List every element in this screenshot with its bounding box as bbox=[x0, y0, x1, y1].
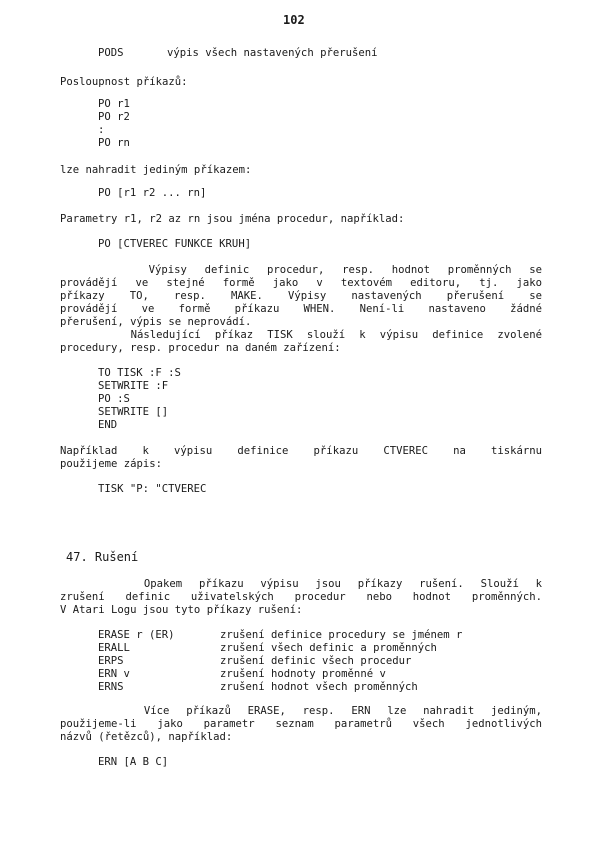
replace-code: PO [r1 r2 ... rn] bbox=[98, 187, 207, 199]
erase-command: ERASE r (ER) bbox=[98, 629, 175, 641]
erase-description: zrušení hodnot všech proměnných bbox=[220, 681, 418, 693]
replace-intro: lze nahradit jediným příkazem: bbox=[60, 164, 252, 176]
erase-more-line: názvů (řetězců), například: bbox=[60, 731, 233, 743]
paragraph-line: provádějí ve stejné formě jako v textovém editoru, tj. jako bbox=[60, 277, 542, 289]
erase-code: ERN [A B C] bbox=[98, 756, 169, 768]
params-text: Parametry r1, r2 az rn jsou jména procedur, například: bbox=[60, 213, 405, 225]
erase-more-line: Více příkazů ERASE, resp. ERN lze nahradit jediným, bbox=[60, 705, 542, 717]
paragraph-line: provádějí ve formě příkazu WHEN. Není-li nastaveno žádné bbox=[60, 303, 542, 315]
erase-description: zrušení hodnoty proměnné v bbox=[220, 668, 386, 680]
sequence-intro: Posloupnost příkazů: bbox=[60, 76, 188, 88]
erase-command: ERNS bbox=[98, 681, 124, 693]
example-code: TISK "P: "CTVEREC bbox=[98, 483, 207, 495]
example-text-line: Například k výpisu definice příkazu CTVEREC na tiskárnu bbox=[60, 445, 542, 457]
erase-description: zrušení definic všech procedur bbox=[220, 655, 412, 667]
pods-description: výpis všech nastavených přerušení bbox=[167, 47, 378, 59]
page-number: 102 bbox=[283, 13, 305, 27]
tisk-code-line: SETWRITE :F bbox=[98, 380, 169, 392]
paragraph-line: Výpisy definic procedur, resp. hodnot proměnných se bbox=[60, 264, 542, 276]
erase-intro-line: zrušení definic uživatelských procedur nebo hodnot proměnných. bbox=[60, 591, 542, 603]
example-text-line: použijeme zápis: bbox=[60, 458, 163, 470]
tisk-code-line: SETWRITE [] bbox=[98, 406, 169, 418]
erase-intro-line: Opakem příkazu výpisu jsou příkazy rušení. Slouží k bbox=[60, 578, 542, 590]
tisk-code-line: END bbox=[98, 419, 118, 431]
tisk-code-line: TO TISK :F :S bbox=[98, 367, 181, 379]
paragraph-line: přerušení, výpis se neprovádí. bbox=[60, 316, 252, 328]
sequence-code-line: PO r2 bbox=[98, 111, 130, 123]
erase-command: ERPS bbox=[98, 655, 124, 667]
paragraph-line: příkazy TO, resp. MAKE. Výpisy nastavených přerušení se bbox=[60, 290, 542, 302]
erase-more-line: použijeme-li jako parametr seznam parametrů všech jednotlivých bbox=[60, 718, 542, 730]
section-heading: 47. Rušení bbox=[66, 550, 139, 564]
erase-command: ERN v bbox=[98, 668, 130, 680]
erase-intro-line: V Atari Logu jsou tyto příkazy rušení: bbox=[60, 604, 303, 616]
sequence-code-line: : bbox=[98, 124, 105, 136]
params-code: PO [CTVEREC FUNKCE KRUH] bbox=[98, 238, 252, 250]
paragraph-line: procedury, resp. procedur na daném zařízení: bbox=[60, 342, 341, 354]
erase-description: zrušení definice procedury se jménem r bbox=[220, 629, 463, 641]
erase-command: ERALL bbox=[98, 642, 130, 654]
paragraph-line: Následující příkaz TISK slouží k výpisu definice zvolené bbox=[60, 329, 542, 341]
pods-command: PODS bbox=[98, 47, 124, 59]
tisk-code-line: PO :S bbox=[98, 393, 130, 405]
erase-description: zrušení všech definic a proměnných bbox=[220, 642, 437, 654]
sequence-code-line: PO r1 bbox=[98, 98, 130, 110]
sequence-code-line: PO rn bbox=[98, 137, 130, 149]
